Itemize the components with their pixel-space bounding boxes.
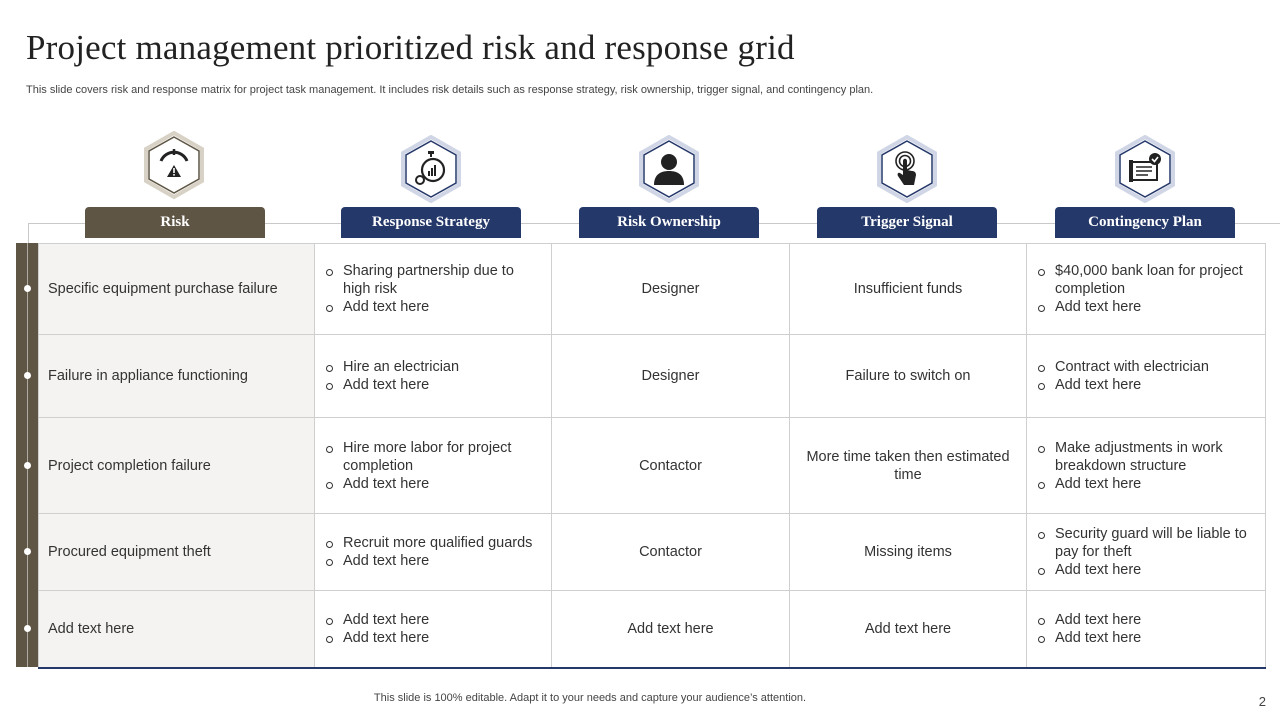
column-header-contingency-plan: Contingency Plan (1055, 207, 1235, 238)
owner-cell: Contactor (552, 514, 790, 591)
risk-accent-bar (16, 243, 38, 667)
trigger-cell: Missing items (790, 514, 1027, 591)
column-header-trigger-signal: Trigger Signal (817, 207, 997, 238)
list-item: Add text here (325, 376, 541, 394)
owner-cell: Designer (552, 244, 790, 335)
risk-cell: Project completion failure (39, 418, 315, 514)
owner-cell: Add text here (552, 591, 790, 668)
list-item: Add text here (1037, 561, 1255, 579)
plan-document-check-icon (1114, 135, 1176, 203)
response-cell (315, 244, 552, 335)
response-cell (315, 335, 552, 418)
row-marker (24, 548, 31, 555)
risk-cell: Add text here (39, 591, 315, 668)
page-title: Project management prioritized risk and response grid (26, 28, 795, 67)
list-item: Add text here (325, 629, 541, 647)
list-item: Add text here (325, 475, 541, 493)
response-cell (315, 514, 552, 591)
list-item: $40,000 bank loan for project completion (1037, 262, 1255, 298)
touch-pointer-icon (876, 135, 938, 203)
list-item: Make adjustments in work breakdown structure (1037, 439, 1255, 475)
list-item: Hire more labor for project completion (325, 439, 541, 475)
trigger-cell: More time taken then estimated time (790, 418, 1027, 514)
response-cell (315, 418, 552, 514)
list-item: Recruit more qualified guards (325, 534, 541, 552)
column-header-response-strategy: Response Strategy (341, 207, 521, 238)
contingency-cell (1027, 514, 1266, 591)
table-row (39, 418, 1266, 514)
trigger-cell: Failure to switch on (790, 335, 1027, 418)
column-header-risk-ownership: Risk Ownership (579, 207, 759, 238)
owner-cell: Designer (552, 335, 790, 418)
trigger-cell: Add text here (790, 591, 1027, 668)
list-item: Add text here (1037, 475, 1255, 493)
footer-text: This slide is 100% editable. Adapt it to your needs and capture your audience’s attention. (373, 692, 807, 704)
contingency-cell (1027, 418, 1266, 514)
list-item: Contract with electrician (1037, 358, 1255, 376)
column-header-risk: Risk (85, 207, 265, 238)
risk-cell: Failure in appliance functioning (39, 335, 315, 418)
risk-response-grid (38, 243, 1266, 669)
list-item: Add text here (1037, 629, 1255, 647)
header-divider-left (28, 223, 29, 243)
row-marker (24, 625, 31, 632)
list-item: Add text here (325, 298, 541, 316)
list-item: Add text here (325, 552, 541, 570)
list-item: Add text here (1037, 376, 1255, 394)
list-item: Security guard will be liable to pay for theft (1037, 525, 1255, 561)
page-subtitle: This slide covers risk and response matrix for project task management. It includes risk details such as response strategy, risk ownership, trigger signal, and contingency plan. (26, 84, 874, 96)
list-item: Hire an electrician (325, 358, 541, 376)
page-number: 2 (1258, 694, 1266, 709)
footer-note (0, 692, 1280, 704)
row-marker (24, 462, 31, 469)
owner-cell: Contactor (552, 418, 790, 514)
gauge-warning-icon (143, 131, 205, 199)
risk-cell: Procured equipment theft (39, 514, 315, 591)
contingency-cell (1027, 244, 1266, 335)
list-item: Sharing partnership due to high risk (325, 262, 541, 298)
response-cell (315, 591, 552, 668)
table-row (39, 514, 1266, 591)
row-marker (24, 372, 31, 379)
contingency-cell (1027, 591, 1266, 668)
list-item: Add text here (1037, 298, 1255, 316)
person-icon (638, 135, 700, 203)
table-row (39, 335, 1266, 418)
list-item: Add text here (325, 611, 541, 629)
row-marker (24, 285, 31, 292)
list-item: Add text here (1037, 611, 1255, 629)
contingency-cell (1027, 335, 1266, 418)
trigger-cell: Insufficient funds (790, 244, 1027, 335)
table-row (39, 244, 1266, 335)
risk-cell: Specific equipment purchase failure (39, 244, 315, 335)
table-row (39, 591, 1266, 668)
stopwatch-chart-icon (400, 135, 462, 203)
